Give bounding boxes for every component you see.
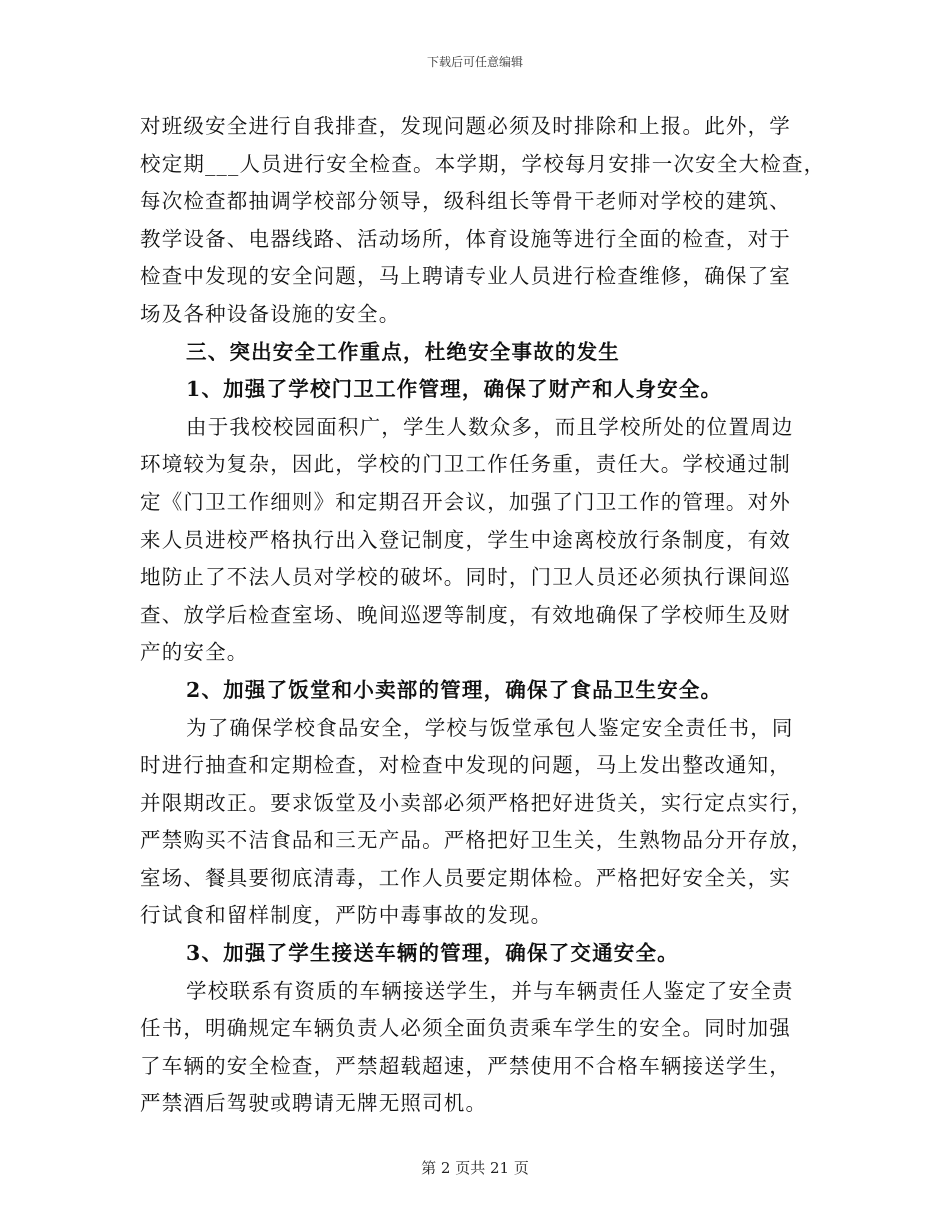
paragraph-line: 检查中发现的安全问题，马上聘请专业人员进行检查维修，确保了室 (140, 264, 791, 289)
paragraph-line: 严禁酒后驾驶或聘请无牌无照司机。 (140, 1091, 488, 1116)
paragraph-line: 来人员进校严格执行出入登记制度，学生中途离校放行条制度，有效 (140, 527, 791, 552)
paragraph-line: 学校联系有资质的车辆接送学生，并与车辆责任人鉴定了安全责 (186, 978, 794, 1003)
subsection-heading: 2、加强了饭堂和小卖部的管理，确保了食品卫生安全。 (186, 677, 723, 702)
paragraph-line: 产的安全。 (140, 640, 249, 665)
paragraph-line: 定《门卫工作细则》和定期召开会议，加强了门卫工作的管理。对外 (140, 489, 791, 514)
paragraph-line: 对班级安全进行自我排查，发现问题必须及时排除和上报。此外，学 (140, 114, 791, 138)
paragraph-line: 行试食和留样制度，严防中毒事故的发现。 (140, 903, 553, 928)
page-header: 下载后可任意编辑 (426, 55, 523, 69)
paragraph-line: 地防止了不法人员对学校的破坏。同时，门卫人员还必须执行课间巡 (140, 565, 791, 590)
paragraph-line: 校定期___人员进行安全检查。本学期，学校每月安排一次安全大检查， (140, 151, 826, 176)
paragraph-line: 任书，明确规定车辆负责人必须全面负责乘车学生的安全。同时加强 (140, 1016, 791, 1041)
section-heading: 三、突出安全工作重点，杜绝安全事故的发生 (186, 339, 620, 364)
paragraph-line: 并限期改正。要求饭堂及小卖部必须严格把好进货关，实行定点实行， (140, 790, 813, 815)
paragraph-line: 时进行抽查和定期检查，对检查中发现的问题，马上发出整改通知， (140, 753, 791, 778)
page-footer: 第 2 页共 21 页 (421, 1159, 529, 1177)
paragraph-line: 环境较为复杂，因此，学校的门卫工作任务重，责任大。学校通过制 (140, 452, 791, 477)
paragraph-line: 每次检查都抽调学校部分领导，级科组长等骨干老师对学校的建筑、 (140, 189, 791, 214)
paragraph-line: 了车辆的安全检查，严禁超载超速，严禁使用不合格车辆接送学生， (140, 1053, 791, 1078)
paragraph-line: 查、放学后检查室场、晚间巡逻等制度，有效地确保了学校师生及财 (140, 602, 791, 627)
paragraph-line: 教学设备、电器线路、活动场所，体育设施等进行全面的检查，对于 (140, 226, 791, 251)
subsection-heading: 3、加强了学生接送车辆的管理，确保了交通安全。 (186, 941, 679, 966)
document-body (140, 108, 826, 1123)
paragraph-line: 室场、餐具要彻底清毒，工作人员要定期体检。严格把好安全关，实 (140, 865, 791, 890)
paragraph-line: 由于我校校园面积广，学生人数众多，而且学校所处的位置周边 (186, 414, 794, 439)
paragraph-line: 场及各种设备设施的安全。 (140, 301, 401, 326)
paragraph-line: 严禁购买不洁食品和三无产品。严格把好卫生关，生熟物品分开存放， (140, 828, 813, 853)
paragraph-line: 为了确保学校食品安全，学校与饭堂承包人鉴定安全责任书，同 (186, 715, 794, 740)
subsection-heading: 1、加强了学校门卫工作管理，确保了财产和人身安全。 (186, 377, 723, 402)
